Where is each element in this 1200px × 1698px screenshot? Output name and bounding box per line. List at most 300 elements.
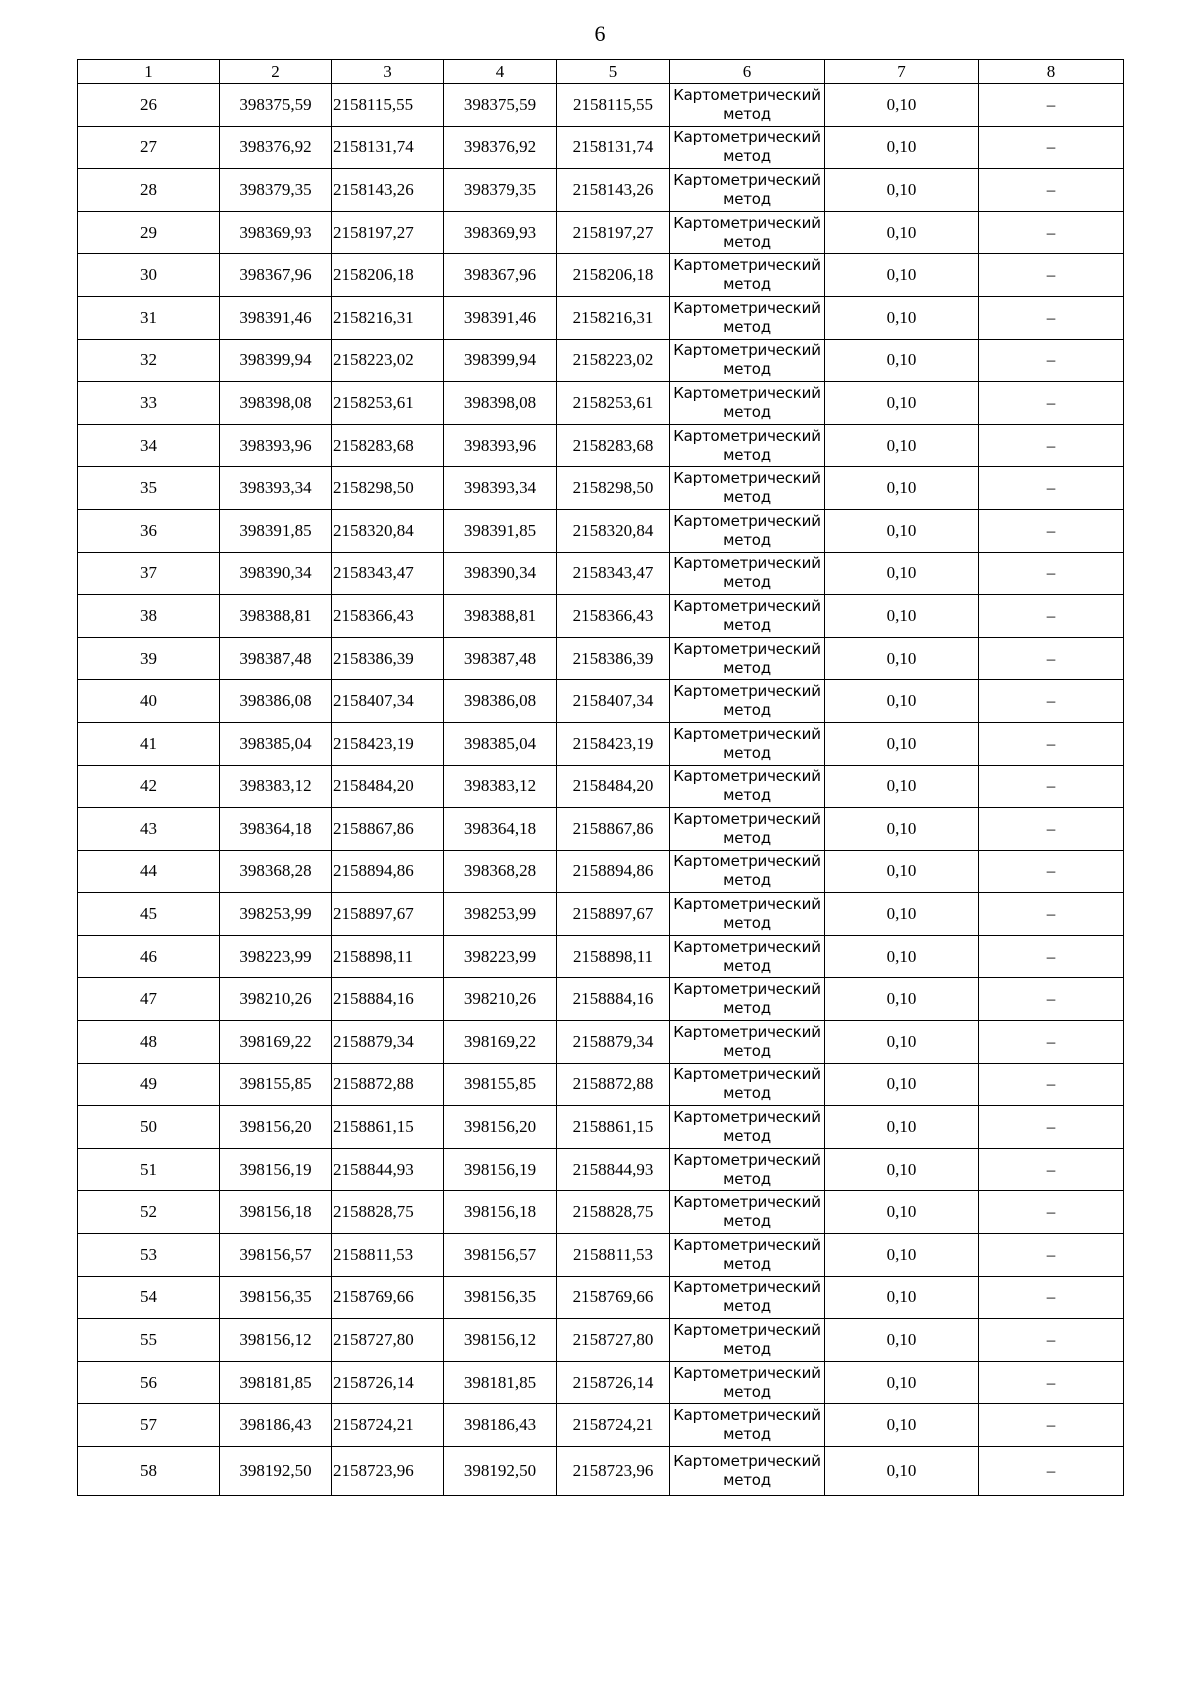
y-new-cell: 2158484,20 xyxy=(557,765,670,808)
method-cell: Картометрический метод xyxy=(670,935,825,978)
note-cell: – xyxy=(979,424,1124,467)
method-cell: Картометрический метод xyxy=(670,1148,825,1191)
x-new-cell: 398364,18 xyxy=(444,808,557,851)
point-number-cell: 55 xyxy=(78,1319,220,1362)
x-new-cell: 398156,18 xyxy=(444,1191,557,1234)
point-number-cell: 49 xyxy=(78,1063,220,1106)
method-cell: Картометрический метод xyxy=(670,637,825,680)
x-old-cell: 398390,34 xyxy=(220,552,332,595)
x-new-cell: 398155,85 xyxy=(444,1063,557,1106)
y-old-cell: 2158844,93 xyxy=(332,1148,444,1191)
x-old-cell: 398156,18 xyxy=(220,1191,332,1234)
table-row xyxy=(78,1361,1124,1404)
note-cell: – xyxy=(979,1447,1124,1496)
point-number-cell: 47 xyxy=(78,978,220,1021)
x-old-cell: 398181,85 xyxy=(220,1361,332,1404)
y-old-cell: 2158423,19 xyxy=(332,722,444,765)
x-new-cell: 398376,92 xyxy=(444,126,557,169)
accuracy-cell: 0,10 xyxy=(825,126,979,169)
accuracy-cell: 0,10 xyxy=(825,850,979,893)
method-cell: Картометрический метод xyxy=(670,1276,825,1319)
y-old-cell: 2158879,34 xyxy=(332,1021,444,1064)
point-number-cell: 33 xyxy=(78,382,220,425)
y-new-cell: 2158320,84 xyxy=(557,509,670,552)
table-row xyxy=(78,637,1124,680)
table-row xyxy=(78,1191,1124,1234)
method-cell: Картометрический метод xyxy=(670,765,825,808)
y-new-cell: 2158366,43 xyxy=(557,595,670,638)
accuracy-cell: 0,10 xyxy=(825,84,979,127)
accuracy-cell: 0,10 xyxy=(825,1404,979,1447)
point-number-cell: 40 xyxy=(78,680,220,723)
table-row xyxy=(78,424,1124,467)
accuracy-cell: 0,10 xyxy=(825,382,979,425)
column-header: 5 xyxy=(557,60,670,84)
x-new-cell: 398385,04 xyxy=(444,722,557,765)
y-new-cell: 2158131,74 xyxy=(557,126,670,169)
y-old-cell: 2158872,88 xyxy=(332,1063,444,1106)
point-number-cell: 34 xyxy=(78,424,220,467)
method-cell: Картометрический метод xyxy=(670,1063,825,1106)
x-old-cell: 398391,46 xyxy=(220,296,332,339)
point-number-cell: 42 xyxy=(78,765,220,808)
y-new-cell: 2158898,11 xyxy=(557,935,670,978)
column-header: 1 xyxy=(78,60,220,84)
method-cell: Картометрический метод xyxy=(670,211,825,254)
y-new-cell: 2158769,66 xyxy=(557,1276,670,1319)
x-new-cell: 398169,22 xyxy=(444,1021,557,1064)
table-body xyxy=(78,84,1124,1496)
x-new-cell: 398181,85 xyxy=(444,1361,557,1404)
y-new-cell: 2158197,27 xyxy=(557,211,670,254)
accuracy-cell: 0,10 xyxy=(825,211,979,254)
y-new-cell: 2158343,47 xyxy=(557,552,670,595)
method-cell: Картометрический метод xyxy=(670,424,825,467)
note-cell: – xyxy=(979,1404,1124,1447)
table-row xyxy=(78,1063,1124,1106)
y-old-cell: 2158894,86 xyxy=(332,850,444,893)
x-old-cell: 398155,85 xyxy=(220,1063,332,1106)
note-cell: – xyxy=(979,296,1124,339)
point-number-cell: 51 xyxy=(78,1148,220,1191)
x-new-cell: 398156,20 xyxy=(444,1106,557,1149)
y-old-cell: 2158343,47 xyxy=(332,552,444,595)
x-old-cell: 398156,57 xyxy=(220,1234,332,1277)
column-header: 2 xyxy=(220,60,332,84)
point-number-cell: 45 xyxy=(78,893,220,936)
note-cell: – xyxy=(979,1063,1124,1106)
method-cell: Картометрический метод xyxy=(670,680,825,723)
method-cell: Картометрический метод xyxy=(670,296,825,339)
y-new-cell: 2158879,34 xyxy=(557,1021,670,1064)
y-new-cell: 2158423,19 xyxy=(557,722,670,765)
y-old-cell: 2158724,21 xyxy=(332,1404,444,1447)
accuracy-cell: 0,10 xyxy=(825,509,979,552)
accuracy-cell: 0,10 xyxy=(825,1106,979,1149)
note-cell: – xyxy=(979,1276,1124,1319)
y-old-cell: 2158484,20 xyxy=(332,765,444,808)
method-cell: Картометрический метод xyxy=(670,84,825,127)
y-old-cell: 2158143,26 xyxy=(332,169,444,212)
table-row xyxy=(78,1021,1124,1064)
method-cell: Картометрический метод xyxy=(670,1361,825,1404)
y-new-cell: 2158115,55 xyxy=(557,84,670,127)
x-new-cell: 398391,85 xyxy=(444,509,557,552)
x-new-cell: 398253,99 xyxy=(444,893,557,936)
table-row xyxy=(78,254,1124,297)
method-cell: Картометрический метод xyxy=(670,126,825,169)
x-new-cell: 398379,35 xyxy=(444,169,557,212)
point-number-cell: 38 xyxy=(78,595,220,638)
accuracy-cell: 0,10 xyxy=(825,424,979,467)
y-old-cell: 2158298,50 xyxy=(332,467,444,510)
y-new-cell: 2158897,67 xyxy=(557,893,670,936)
table-row xyxy=(78,169,1124,212)
point-number-cell: 46 xyxy=(78,935,220,978)
column-header: 6 xyxy=(670,60,825,84)
y-old-cell: 2158283,68 xyxy=(332,424,444,467)
method-cell: Картометрический метод xyxy=(670,467,825,510)
note-cell: – xyxy=(979,1361,1124,1404)
column-header: 4 xyxy=(444,60,557,84)
x-old-cell: 398386,08 xyxy=(220,680,332,723)
x-new-cell: 398223,99 xyxy=(444,935,557,978)
table-row xyxy=(78,126,1124,169)
y-new-cell: 2158283,68 xyxy=(557,424,670,467)
column-header: 8 xyxy=(979,60,1124,84)
note-cell: – xyxy=(979,637,1124,680)
method-cell: Картометрический метод xyxy=(670,1447,825,1496)
x-old-cell: 398376,92 xyxy=(220,126,332,169)
x-new-cell: 398398,08 xyxy=(444,382,557,425)
y-new-cell: 2158884,16 xyxy=(557,978,670,1021)
x-old-cell: 398398,08 xyxy=(220,382,332,425)
x-old-cell: 398387,48 xyxy=(220,637,332,680)
x-old-cell: 398369,93 xyxy=(220,211,332,254)
y-new-cell: 2158143,26 xyxy=(557,169,670,212)
x-new-cell: 398156,35 xyxy=(444,1276,557,1319)
x-new-cell: 398383,12 xyxy=(444,765,557,808)
method-cell: Картометрический метод xyxy=(670,1191,825,1234)
accuracy-cell: 0,10 xyxy=(825,808,979,851)
note-cell: – xyxy=(979,680,1124,723)
table-row xyxy=(78,1106,1124,1149)
note-cell: – xyxy=(979,552,1124,595)
coordinates-table xyxy=(77,59,1124,1496)
x-new-cell: 398367,96 xyxy=(444,254,557,297)
x-new-cell: 398156,12 xyxy=(444,1319,557,1362)
y-old-cell: 2158131,74 xyxy=(332,126,444,169)
point-number-cell: 31 xyxy=(78,296,220,339)
table-row xyxy=(78,339,1124,382)
x-new-cell: 398386,08 xyxy=(444,680,557,723)
point-number-cell: 27 xyxy=(78,126,220,169)
column-header: 3 xyxy=(332,60,444,84)
x-old-cell: 398253,99 xyxy=(220,893,332,936)
table-row xyxy=(78,722,1124,765)
x-new-cell: 398393,34 xyxy=(444,467,557,510)
table-row xyxy=(78,84,1124,127)
y-new-cell: 2158216,31 xyxy=(557,296,670,339)
x-new-cell: 398186,43 xyxy=(444,1404,557,1447)
point-number-cell: 43 xyxy=(78,808,220,851)
note-cell: – xyxy=(979,1319,1124,1362)
table-row xyxy=(78,1447,1124,1496)
point-number-cell: 30 xyxy=(78,254,220,297)
method-cell: Картометрический метод xyxy=(670,254,825,297)
x-old-cell: 398223,99 xyxy=(220,935,332,978)
point-number-cell: 53 xyxy=(78,1234,220,1277)
note-cell: – xyxy=(979,169,1124,212)
y-old-cell: 2158223,02 xyxy=(332,339,444,382)
method-cell: Картометрический метод xyxy=(670,1234,825,1277)
y-old-cell: 2158197,27 xyxy=(332,211,444,254)
method-cell: Картометрический метод xyxy=(670,595,825,638)
note-cell: – xyxy=(979,595,1124,638)
note-cell: – xyxy=(979,765,1124,808)
y-old-cell: 2158366,43 xyxy=(332,595,444,638)
method-cell: Картометрический метод xyxy=(670,722,825,765)
table-row xyxy=(78,808,1124,851)
table-row xyxy=(78,978,1124,1021)
accuracy-cell: 0,10 xyxy=(825,1319,979,1362)
accuracy-cell: 0,10 xyxy=(825,1191,979,1234)
note-cell: – xyxy=(979,467,1124,510)
y-old-cell: 2158407,34 xyxy=(332,680,444,723)
table-row xyxy=(78,893,1124,936)
table-row xyxy=(78,211,1124,254)
x-old-cell: 398156,35 xyxy=(220,1276,332,1319)
x-old-cell: 398388,81 xyxy=(220,595,332,638)
point-number-cell: 52 xyxy=(78,1191,220,1234)
table-row xyxy=(78,1319,1124,1362)
point-number-cell: 36 xyxy=(78,509,220,552)
x-old-cell: 398156,20 xyxy=(220,1106,332,1149)
table-row xyxy=(78,765,1124,808)
x-old-cell: 398210,26 xyxy=(220,978,332,1021)
point-number-cell: 56 xyxy=(78,1361,220,1404)
point-number-cell: 37 xyxy=(78,552,220,595)
y-new-cell: 2158724,21 xyxy=(557,1404,670,1447)
y-old-cell: 2158206,18 xyxy=(332,254,444,297)
table-row xyxy=(78,382,1124,425)
x-new-cell: 398368,28 xyxy=(444,850,557,893)
accuracy-cell: 0,10 xyxy=(825,765,979,808)
point-number-cell: 50 xyxy=(78,1106,220,1149)
x-old-cell: 398156,19 xyxy=(220,1148,332,1191)
point-number-cell: 28 xyxy=(78,169,220,212)
x-old-cell: 398169,22 xyxy=(220,1021,332,1064)
x-new-cell: 398390,34 xyxy=(444,552,557,595)
y-old-cell: 2158723,96 xyxy=(332,1447,444,1496)
y-old-cell: 2158386,39 xyxy=(332,637,444,680)
method-cell: Картометрический метод xyxy=(670,1106,825,1149)
x-old-cell: 398192,50 xyxy=(220,1447,332,1496)
y-old-cell: 2158216,31 xyxy=(332,296,444,339)
method-cell: Картометрический метод xyxy=(670,893,825,936)
method-cell: Картометрический метод xyxy=(670,1404,825,1447)
note-cell: – xyxy=(979,850,1124,893)
y-old-cell: 2158769,66 xyxy=(332,1276,444,1319)
accuracy-cell: 0,10 xyxy=(825,1276,979,1319)
y-old-cell: 2158115,55 xyxy=(332,84,444,127)
y-new-cell: 2158206,18 xyxy=(557,254,670,297)
y-new-cell: 2158811,53 xyxy=(557,1234,670,1277)
x-new-cell: 398399,94 xyxy=(444,339,557,382)
accuracy-cell: 0,10 xyxy=(825,722,979,765)
note-cell: – xyxy=(979,84,1124,127)
accuracy-cell: 0,10 xyxy=(825,552,979,595)
x-old-cell: 398385,04 xyxy=(220,722,332,765)
y-old-cell: 2158861,15 xyxy=(332,1106,444,1149)
note-cell: – xyxy=(979,382,1124,425)
x-old-cell: 398379,35 xyxy=(220,169,332,212)
x-new-cell: 398369,93 xyxy=(444,211,557,254)
method-cell: Картометрический метод xyxy=(670,978,825,1021)
note-cell: – xyxy=(979,978,1124,1021)
x-new-cell: 398156,19 xyxy=(444,1148,557,1191)
x-old-cell: 398375,59 xyxy=(220,84,332,127)
note-cell: – xyxy=(979,211,1124,254)
point-number-cell: 57 xyxy=(78,1404,220,1447)
x-new-cell: 398393,96 xyxy=(444,424,557,467)
table-row xyxy=(78,680,1124,723)
x-old-cell: 398393,96 xyxy=(220,424,332,467)
point-number-cell: 44 xyxy=(78,850,220,893)
x-new-cell: 398388,81 xyxy=(444,595,557,638)
note-cell: – xyxy=(979,1148,1124,1191)
accuracy-cell: 0,10 xyxy=(825,893,979,936)
method-cell: Картометрический метод xyxy=(670,509,825,552)
accuracy-cell: 0,10 xyxy=(825,467,979,510)
y-old-cell: 2158726,14 xyxy=(332,1361,444,1404)
y-old-cell: 2158811,53 xyxy=(332,1234,444,1277)
accuracy-cell: 0,10 xyxy=(825,1063,979,1106)
accuracy-cell: 0,10 xyxy=(825,935,979,978)
table-row xyxy=(78,509,1124,552)
method-cell: Картометрический метод xyxy=(670,1319,825,1362)
x-old-cell: 398383,12 xyxy=(220,765,332,808)
method-cell: Картометрический метод xyxy=(670,808,825,851)
y-new-cell: 2158844,93 xyxy=(557,1148,670,1191)
note-cell: – xyxy=(979,722,1124,765)
y-new-cell: 2158894,86 xyxy=(557,850,670,893)
accuracy-cell: 0,10 xyxy=(825,1447,979,1496)
accuracy-cell: 0,10 xyxy=(825,680,979,723)
method-cell: Картометрический метод xyxy=(670,1021,825,1064)
table-row xyxy=(78,935,1124,978)
y-new-cell: 2158727,80 xyxy=(557,1319,670,1362)
y-new-cell: 2158726,14 xyxy=(557,1361,670,1404)
x-old-cell: 398399,94 xyxy=(220,339,332,382)
table-header-row xyxy=(78,60,1124,84)
x-new-cell: 398156,57 xyxy=(444,1234,557,1277)
y-new-cell: 2158867,86 xyxy=(557,808,670,851)
x-old-cell: 398364,18 xyxy=(220,808,332,851)
x-old-cell: 398391,85 xyxy=(220,509,332,552)
y-new-cell: 2158223,02 xyxy=(557,339,670,382)
accuracy-cell: 0,10 xyxy=(825,339,979,382)
y-new-cell: 2158723,96 xyxy=(557,1447,670,1496)
table-row xyxy=(78,296,1124,339)
y-new-cell: 2158861,15 xyxy=(557,1106,670,1149)
accuracy-cell: 0,10 xyxy=(825,169,979,212)
x-new-cell: 398210,26 xyxy=(444,978,557,1021)
x-new-cell: 398375,59 xyxy=(444,84,557,127)
y-old-cell: 2158898,11 xyxy=(332,935,444,978)
x-old-cell: 398156,12 xyxy=(220,1319,332,1362)
note-cell: – xyxy=(979,126,1124,169)
note-cell: – xyxy=(979,893,1124,936)
note-cell: – xyxy=(979,254,1124,297)
y-old-cell: 2158884,16 xyxy=(332,978,444,1021)
x-old-cell: 398368,28 xyxy=(220,850,332,893)
table-row xyxy=(78,850,1124,893)
y-new-cell: 2158407,34 xyxy=(557,680,670,723)
y-old-cell: 2158867,86 xyxy=(332,808,444,851)
y-old-cell: 2158828,75 xyxy=(332,1191,444,1234)
x-new-cell: 398192,50 xyxy=(444,1447,557,1496)
accuracy-cell: 0,10 xyxy=(825,254,979,297)
method-cell: Картометрический метод xyxy=(670,850,825,893)
x-old-cell: 398186,43 xyxy=(220,1404,332,1447)
point-number-cell: 35 xyxy=(78,467,220,510)
accuracy-cell: 0,10 xyxy=(825,1234,979,1277)
table-row xyxy=(78,467,1124,510)
note-cell: – xyxy=(979,935,1124,978)
point-number-cell: 54 xyxy=(78,1276,220,1319)
point-number-cell: 29 xyxy=(78,211,220,254)
point-number-cell: 39 xyxy=(78,637,220,680)
x-old-cell: 398367,96 xyxy=(220,254,332,297)
accuracy-cell: 0,10 xyxy=(825,978,979,1021)
table-row xyxy=(78,1404,1124,1447)
accuracy-cell: 0,10 xyxy=(825,1148,979,1191)
note-cell: – xyxy=(979,509,1124,552)
y-old-cell: 2158727,80 xyxy=(332,1319,444,1362)
point-number-cell: 48 xyxy=(78,1021,220,1064)
y-new-cell: 2158298,50 xyxy=(557,467,670,510)
method-cell: Картометрический метод xyxy=(670,169,825,212)
y-old-cell: 2158253,61 xyxy=(332,382,444,425)
table-row xyxy=(78,1148,1124,1191)
table-row xyxy=(78,552,1124,595)
method-cell: Картометрический метод xyxy=(670,382,825,425)
table-row xyxy=(78,1234,1124,1277)
y-new-cell: 2158253,61 xyxy=(557,382,670,425)
method-cell: Картометрический метод xyxy=(670,339,825,382)
note-cell: – xyxy=(979,1191,1124,1234)
table-row xyxy=(78,1276,1124,1319)
column-header: 7 xyxy=(825,60,979,84)
page-number: 6 xyxy=(594,21,606,46)
note-cell: – xyxy=(979,1234,1124,1277)
method-cell: Картометрический метод xyxy=(670,552,825,595)
note-cell: – xyxy=(979,339,1124,382)
table-row xyxy=(78,595,1124,638)
note-cell: – xyxy=(979,1021,1124,1064)
x-new-cell: 398391,46 xyxy=(444,296,557,339)
accuracy-cell: 0,10 xyxy=(825,595,979,638)
accuracy-cell: 0,10 xyxy=(825,637,979,680)
y-new-cell: 2158386,39 xyxy=(557,637,670,680)
point-number-cell: 26 xyxy=(78,84,220,127)
accuracy-cell: 0,10 xyxy=(825,1021,979,1064)
accuracy-cell: 0,10 xyxy=(825,1361,979,1404)
accuracy-cell: 0,10 xyxy=(825,296,979,339)
y-old-cell: 2158320,84 xyxy=(332,509,444,552)
x-old-cell: 398393,34 xyxy=(220,467,332,510)
